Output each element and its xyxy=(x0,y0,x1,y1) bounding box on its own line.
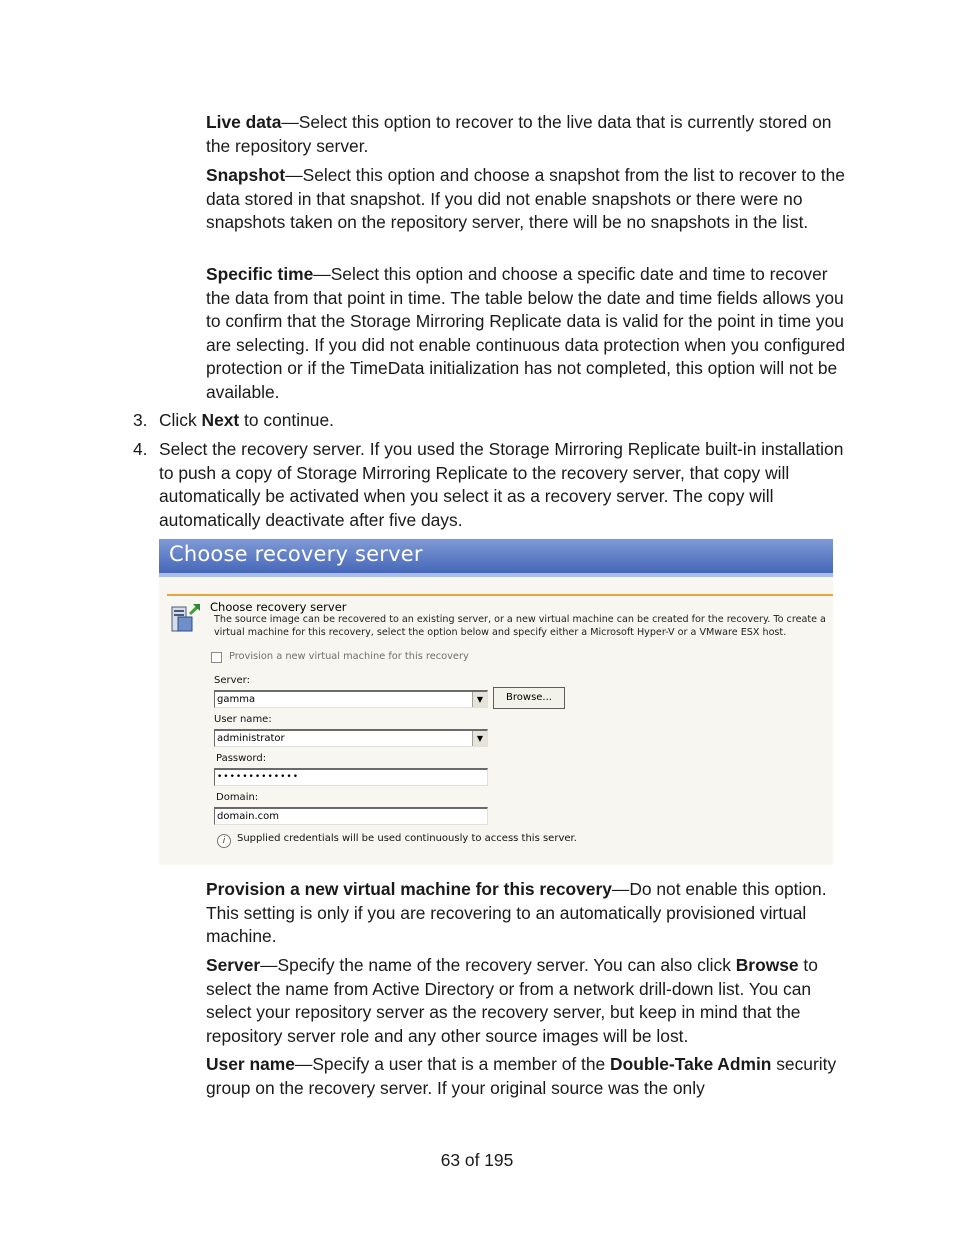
server-wizard-icon xyxy=(169,601,203,635)
server-term: Server xyxy=(206,955,261,975)
username-description xyxy=(206,1053,846,1100)
orange-divider xyxy=(167,594,833,596)
provision-term: Provision a new virtual machine for this recovery xyxy=(206,879,612,899)
username-term: User name xyxy=(206,1054,295,1074)
live-data-term: Live data xyxy=(206,112,282,132)
browse-button[interactable]: Browse... xyxy=(493,687,565,709)
snapshot-text: —Select this option and choose a snapshot from the list to recover to the data stored in that snapshot. If you did not enable snapshots or there were no snapshots taken on the repository server, there will be no snapshots in the list. xyxy=(206,165,845,232)
server-label: Server: xyxy=(214,675,250,686)
specific-time-description xyxy=(206,263,846,404)
username-label: User name: xyxy=(214,714,272,725)
step-4-text: Select the recovery server. If you used the Storage Mirroring Replicate built-in installation to push a copy of Storage Mirroring Replicate to the recovery server, that copy will automatically be activated when you select it as a recovery server. The copy will automatically deactivate after five days. xyxy=(159,439,844,530)
dialog-header-bar xyxy=(159,539,833,573)
info-icon: i xyxy=(217,834,231,848)
credentials-note: Supplied credentials will be used continuously to access this server. xyxy=(237,833,577,844)
server-description xyxy=(206,954,846,1048)
password-value: ••••••••••••• xyxy=(217,772,300,782)
step-3-number: 3. xyxy=(133,410,148,430)
domain-value: domain.com xyxy=(217,811,279,822)
provision-checkbox[interactable] xyxy=(211,652,222,663)
server-dropdown[interactable] xyxy=(214,690,488,708)
password-field[interactable] xyxy=(214,768,488,786)
domain-label: Domain: xyxy=(216,792,259,803)
chevron-down-icon[interactable]: ▼ xyxy=(472,731,487,746)
server-browse-term: Browse xyxy=(735,955,799,975)
step-3-next: Next xyxy=(201,410,240,430)
domain-field[interactable] xyxy=(214,807,488,825)
specific-time-text: —Select this option and choose a specific date and time to recover the data from that point in time. The table below the date and time fields allows you to confirm that the Storage Mirroring Replicate data is valid for the point in time you are selecting. If you did not enable continuous data protection when you configured protection or if the TimeData initialization has not completed, this option will not be available. xyxy=(206,264,846,402)
username-value: administrator xyxy=(217,733,285,744)
server-text-1: —Specify the name of the recovery server. You can also click xyxy=(260,955,736,975)
username-text-2: security group on the recovery server. If your original source was the only xyxy=(206,1054,837,1098)
username-text-1: —Specify a user that is a member of the xyxy=(294,1054,611,1074)
server-value: gamma xyxy=(217,694,256,705)
server-text-2: to select the name from Active Directory or from a network drill-down list. You can select your repository server as the recovery server, but keep in mind that the repository server role and any other source images will be lost. xyxy=(206,955,818,1046)
dialog-header: Choose recovery server xyxy=(169,542,423,566)
password-label: Password: xyxy=(216,753,267,764)
live-data-description xyxy=(206,111,846,158)
provision-description xyxy=(206,878,846,949)
provision-text: —Do not enable this option. This setting is only if you are recovering to an automatically provisioned virtual machine. xyxy=(206,879,827,946)
dialog-header-band xyxy=(159,573,833,577)
step-3-post: to continue. xyxy=(239,410,334,430)
choose-recovery-server-screenshot xyxy=(159,539,833,865)
snapshot-term: Snapshot xyxy=(206,165,286,185)
specific-time-term: Specific time xyxy=(206,264,314,284)
username-dropdown[interactable] xyxy=(214,729,488,747)
live-data-text: —Select this option to recover to the live data that is currently stored on the repository server. xyxy=(206,112,832,156)
page-number: 63 of 195 xyxy=(440,1150,514,1170)
double-take-admin-term: Double-Take Admin xyxy=(610,1054,772,1074)
dialog-description: The source image can be recovered to an existing server, or a new virtual machine can be created for the recovery. To create a virtual machine for this recovery, select the option below and specify either a Microsoft Hyper-V or a VMware ESX host. xyxy=(214,614,826,638)
dialog-section-title: Choose recovery server xyxy=(210,600,347,614)
step-3-pre: Click xyxy=(159,410,202,430)
chevron-down-icon[interactable]: ▼ xyxy=(472,692,487,707)
snapshot-description xyxy=(206,164,846,235)
provision-checkbox-label: Provision a new virtual machine for this recovery xyxy=(229,651,469,662)
step-4-number: 4. xyxy=(133,439,148,459)
